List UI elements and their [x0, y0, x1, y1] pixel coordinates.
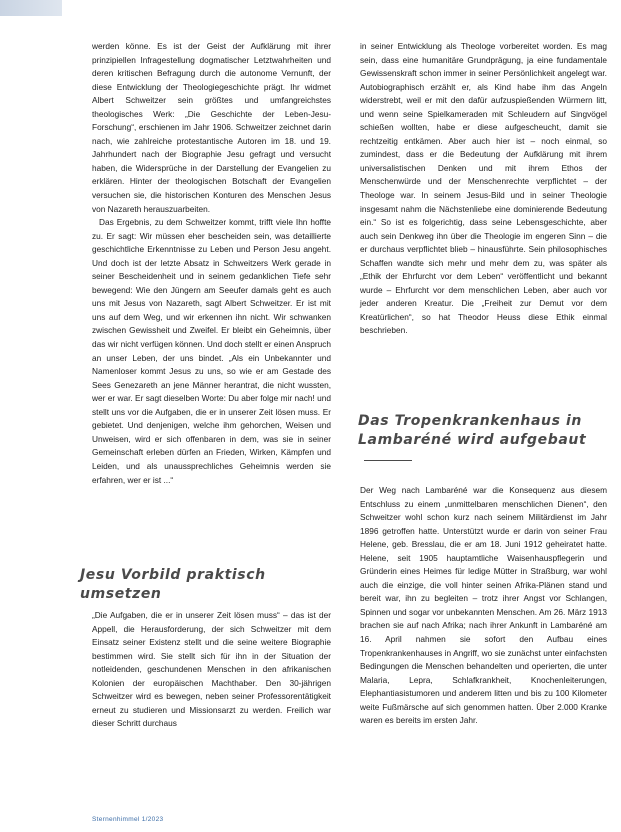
page-footer: Sternenhimmel 1/2023 — [92, 816, 164, 823]
left-paragraph-1: werden könne. Es ist der Geist der Aufklärung mit ihrer prinzipiellen Infragestellung dogmatischer Letztwahrheiten und deren kritischen Befragung durch die autonome Vernunft, der diese Entwicklung der Theologiegeschichte prägt. Ihr widmet Albert Schweitzer sein größtes und umfangreichstes theologisches Werk: „Die Geschichte der Leben-Jesu-Forschung“, erschienen im Jahr 1906. Schweitzer zeichnet darin nach, wie zahlreiche protestantische Autoren im 18. und 19. Jahrhundert nach der Biographie Jesu gefragt und versucht haben, die Widersprüche in der Darstellung der Evangelien zu erklären. Hinter der theologischen Botschaft der Evangelien versuchen sie, die historischen Konturen des Menschen Jesus von Nazareth herauszuarbeiten. — [92, 41, 331, 214]
right-paragraph-1: in seiner Entwicklung als Theologe vorbereitet worden. Es mag sein, dass eine humanitäre Grundprägung, ja eine fundamentale Gewissenskraft schon immer in seiner Persönlichkeit angelegt war. Autobiographisch erzählt er, als Kind habe ihm das Angeln widerstrebt, weil er mit den dafür aufzuspießenden Würmern litt, und wenn seine Spielkameraden mit Schleudern auf Singvögel schießen wollten, habe er diese aufgescheucht, damit sie rechtzeitig entkämen. Aber auch hier ist – noch einmal, so zumindest, dass er die Bedeutung der Aufklärung mit ihrem universalistischen Denken und mit ihrem Ethos der Menschenwürde und der Menschenrechte verpflichtet – der Theologe war. In seinem Jesus-Bild und in seiner Theologie insgesamt nahm die Nächstenliebe eine dominierende Bedeutung ein.“ So ist es folgerichtig, dass seine Lebensgeschichte, aber auch sein Denkweg ihn über die Theologie im engeren Sinn – die er durchaus verpflichtet blieb – hinausführte. Sein philosophisches Schaffen wandte sich mehr und mehr dem zu, was später als „Ethik der Ehrfurcht vor dem Leben“ veröffentlicht und bekannt wurde – Ehrfurcht vor dem menschlichen Leben, aber auch vor jeder anderen Kreatur. Die „Freiheit zur Demut vor dem Kreatürlichen“, so hat Theodor Heuss diese Ethik einmal beschrieben. — [360, 41, 607, 336]
left-paragraph-2: Das Ergebnis, zu dem Schweitzer kommt, trifft viele Ihn hoffte zu. Er sagt: Wir müssen eher bescheiden sein, was detaillierte geschichtliche Erkenntnisse zu Leben und Person Jesu angeht. Und doch ist der letzte Absatz in Schweitzers Werk gerade in seiner Bescheidenheit und in seinem gedanklichen Tiefe sehr bewegend: Wie den Jüngern am Seeufer damals geht es auch uns mit Jesus von Nazareth, sagt Albert Schweitzer. Er ist mit uns auf dem Weg, und wir erkennen ihn nicht. Wir schwanken zwischen Gewissheit und Zweifel. Er bleibt ein Geheimnis, über das wir nicht verfügen können. Und doch stellt er einen Anspruch an unser Leben, der uns bindet. „Als ein Unbekannter und Namenloser kommt Jesus zu uns, so wie er am Gestade des Sees Genezareth an jene Männer herantrat, die nicht wussten, wer er war. Er sagt dieselben Worte: Du aber folge mir nach! und stellt uns vor die Aufgaben, die er in unserer Zeit lösen muss. Er gebietet. Und denjenigen, welche ihm gehorchen, Weisen und Unweisen, wird er sich offenbaren in dem, was sie in seiner Gemeinschaft erleben dürfen an Frieden, Wirken, Kämpfen und Leiden, und als unaussprechliches Geheimnis werden sie erfahren, wer er ist ...“ — [92, 217, 331, 485]
section-heading-tropenkrankenhaus — [358, 412, 608, 469]
heading-rule — [364, 460, 412, 461]
right-column — [360, 40, 607, 338]
page-corner-tab — [0, 0, 62, 16]
left-column — [92, 40, 331, 487]
left-column-block-2 — [92, 609, 331, 731]
section-heading-text: Das Tropenkrankenhaus in Lambaréné wird aufgebaut — [358, 413, 587, 448]
right-block2-paragraph-1: Der Weg nach Lambaréné war die Konsequenz aus diesem Entschluss zu einem „unmittelbaren menschlichen Dienen“, den Schweitzer wohl schon kurz nach seinem Militärdienst im Jahr 1896 getroffen hatte. Unterstützt wurde er darin von seiner Frau Helene, geb. Bresslau, die er am 18. Juni 1912 geheiratet hatte. Helene, seit 1905 hauptamtliche Waisenhauspflegerin und Gründerin eines Heimes für ledige Mütter in Straßburg, war wohl auch die einzige, die voll hinter seinen Afrika-Plänen stand und bereit war, ihn zu begleiten – trotz ihrer Angst vor Schlangen, Spinnen und sogar vor unbekannten Menschen. Am 26. März 1913 brachen sie auf nach Afrika; nach ihrer Ankunft in Lambaréné am 16. April nahmen sie sofort den Aufbau eines Tropenkrankenhauses in Angriff, wo sie zunächst unter einfachsten Bedingungen die Menschen behandelten und operierten, die unter Malaria, Lepra, Schlafkrankheit, Knochenleiterungen, Elephantiasistumoren und anderem litten und bis zu 100 Kilometer weite Fußmärsche auf sich genommen hatten. Über 2.000 Kranke waren es bereits im ersten Jahr. — [360, 485, 607, 726]
right-column-block-2 — [360, 484, 607, 728]
left-block2-paragraph-1: „Die Aufgaben, die er in unserer Zeit lösen muss“ – das ist der Appell, die Herausforderung, der sich Schweitzer mit dem Einsatz seiner Existenz stellt und die seine weitere Biographie bestimmen wird. Sie stellt sich für ihn in der Situation der notleidenden, geschundenen Menschen in den afrikanischen Kolonien der europäischen Machthaber. Den 30-jährigen Schweitzer wird es bewegen, neben seiner Professorentätigkeit erneut zu studieren und Missionsarzt zu werden. Freilich war dieser Schritt durchaus — [92, 610, 331, 729]
section-heading-jesu-vorbild: Jesu Vorbild praktisch umsetzen — [80, 567, 266, 602]
